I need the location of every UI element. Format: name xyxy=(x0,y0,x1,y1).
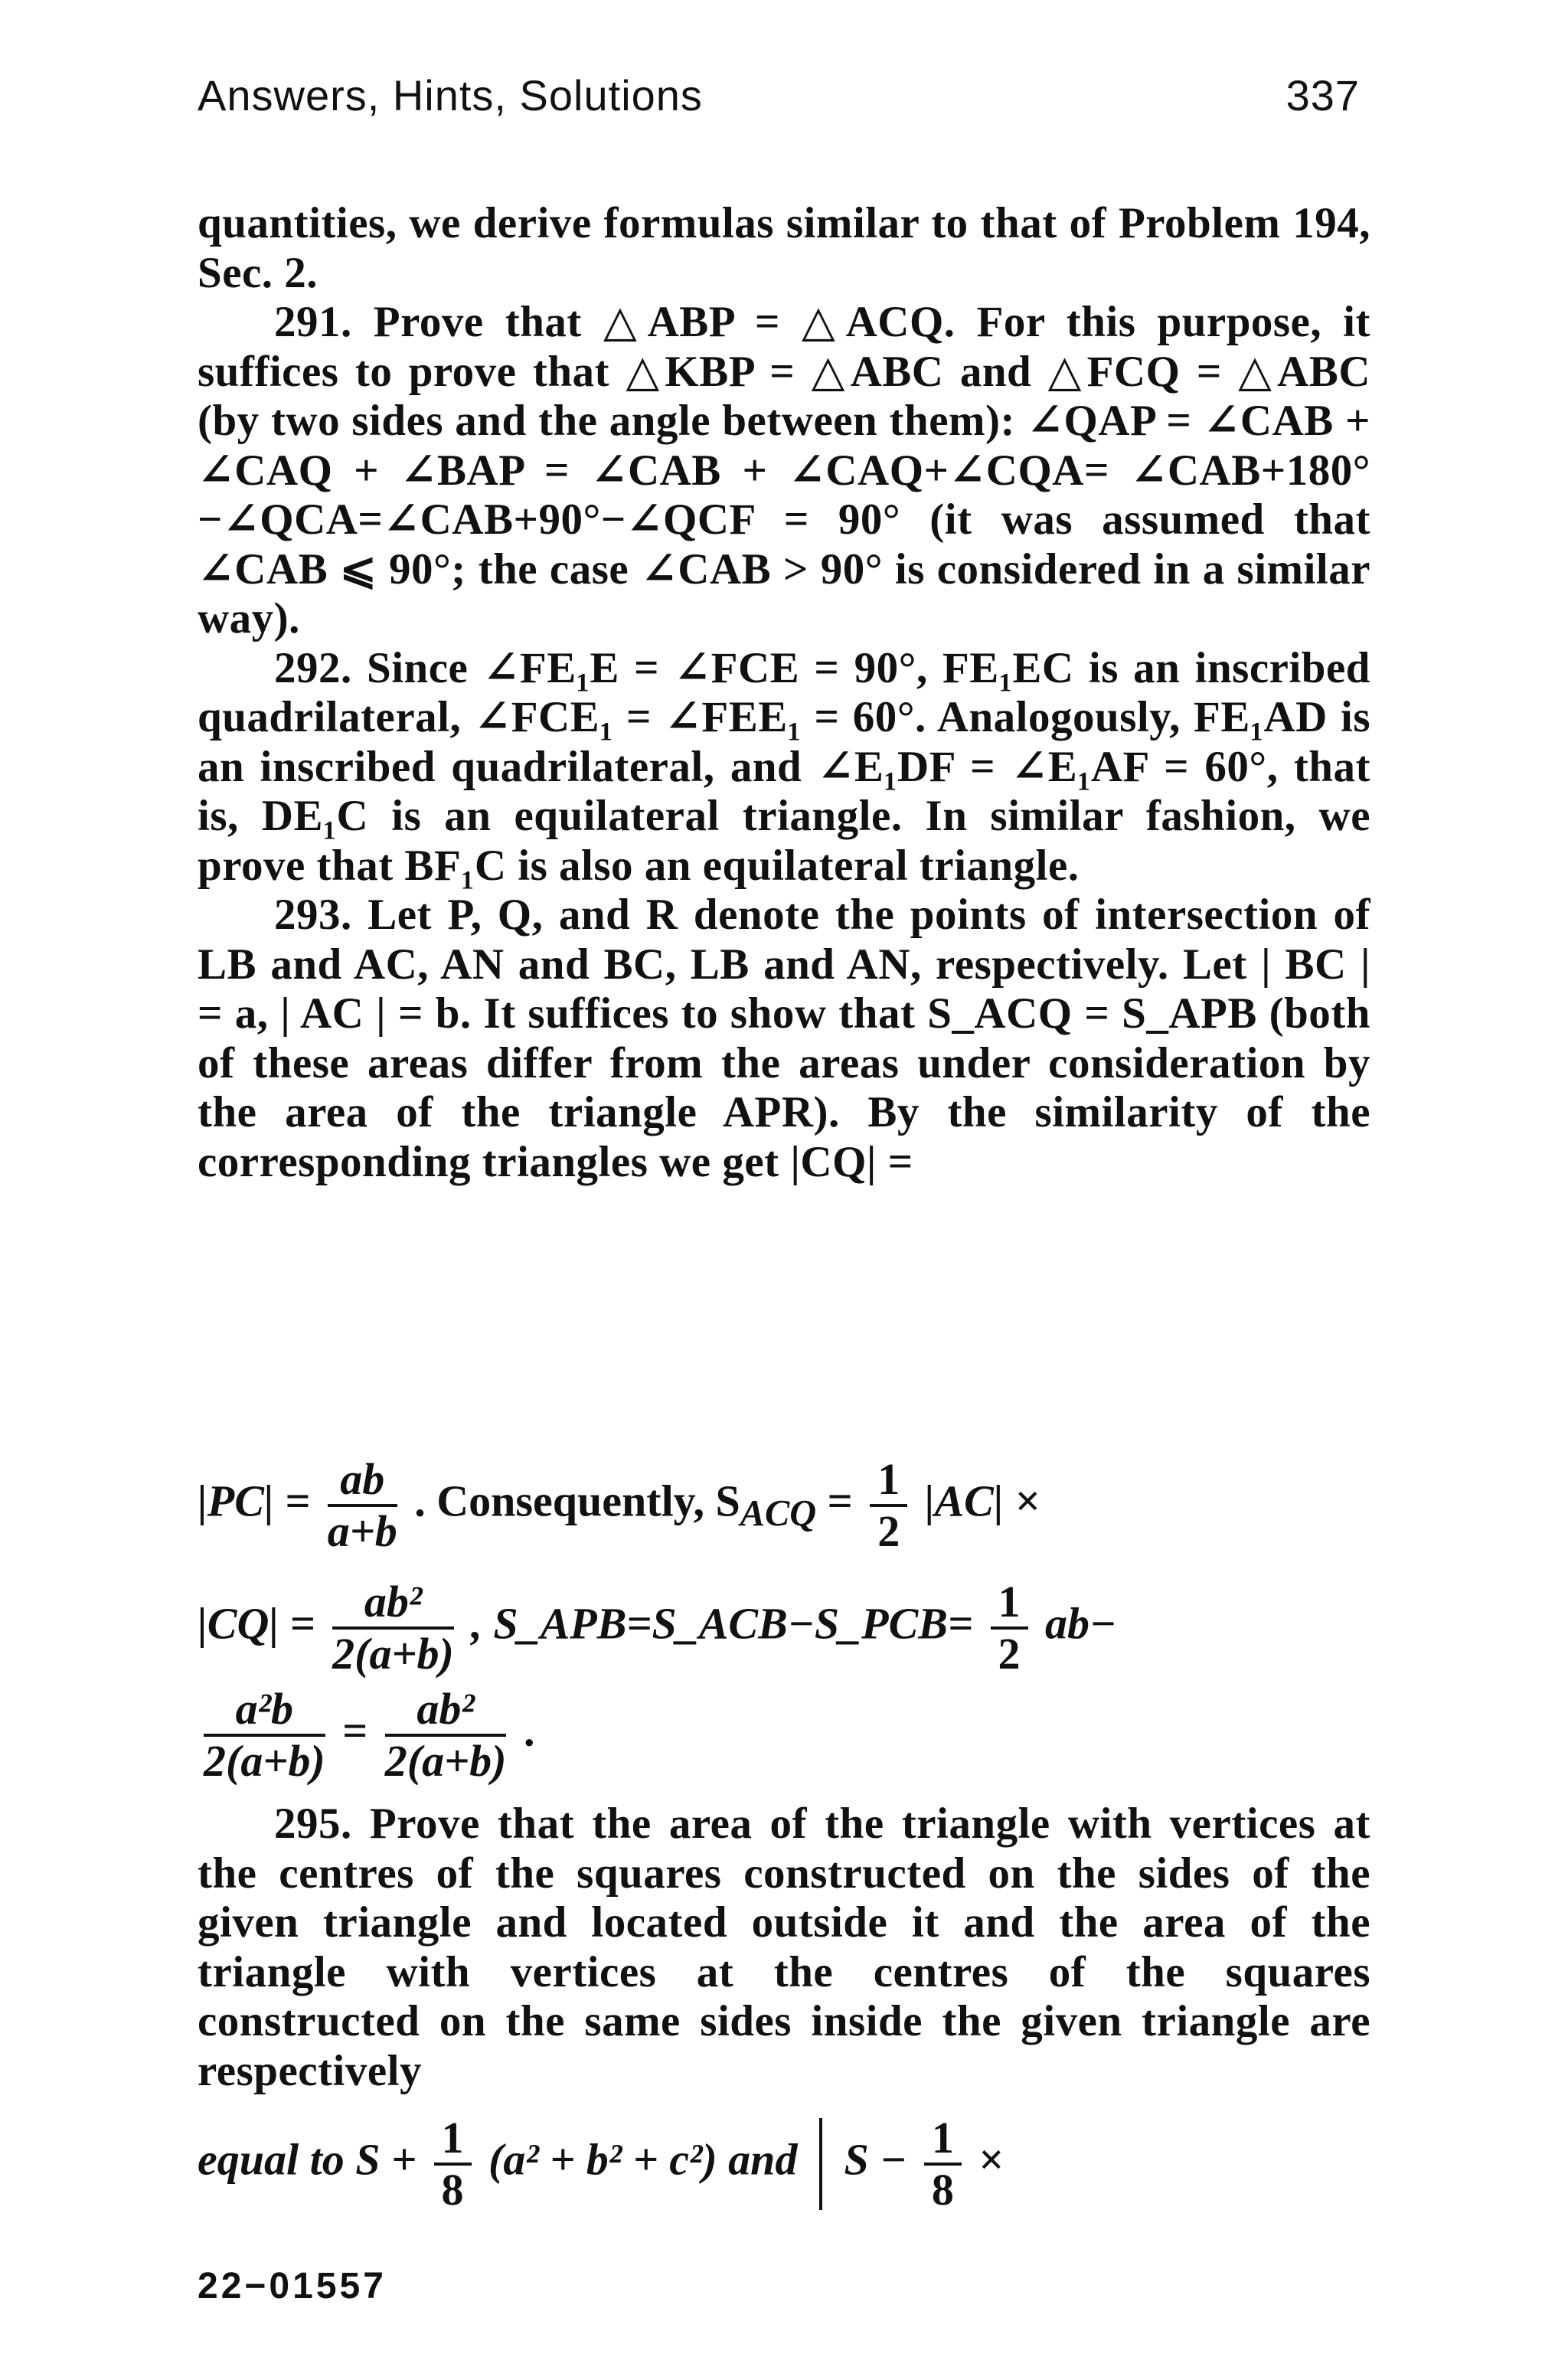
fraction-ab-over-a-plus-b: $\frac{ab}{a+b}$ xyxy=(327,1454,397,1556)
fraction-ab2: $\frac{\text{ab²}}{2(a+b)}$ xyxy=(384,1684,507,1786)
main-text xyxy=(198,199,1370,1187)
fraction-ab2-over-2a-plus-b: $\frac{\text{ab²}}{2(a+b)}$ xyxy=(332,1577,454,1679)
solution-292: 292. Since ∠FE₁E = ∠FCE = 90°, FE₁EC is an inscribed quadrilateral, ∠FCE₁ = ∠FEE₁ = 60°. Analogously, FE₁AD is an inscribed quadrilateral, and ∠E₁DF = ∠E₁AF = 60°, that is, DE₁C is an equilateral triangle. In similar fashion, we prove that BF₁C is also an equilateral triangle. xyxy=(198,643,1370,890)
fraction-one-eighth-2: $\frac{1}{8}$ xyxy=(924,2114,962,2215)
absolute-value-bar xyxy=(819,2118,822,2210)
fraction-one-half: $\frac{1}{2}$ xyxy=(870,1455,907,1556)
running-title: Answers, Hints, Solutions xyxy=(198,71,703,119)
fraction-one-eighth: $\frac{1}{8}$ xyxy=(434,2114,472,2215)
running-header xyxy=(198,70,1360,132)
solution-293: 293. Let P, Q, and R denote the points of intersection of LB and AC, AN and BC, LB and AN, respectively. Let | BC | = a, | AC | = b. It suffices to show that S_ACQ = S_APB (both of these areas differ from the areas under consideration by the area of the triangle APR). By the similarity of the corresponding triangles we get |CQ| = xyxy=(198,891,1370,1186)
equation-line-1: |PC| = $\frac{ab}{a+b}$ . Consequently, $S_{ACQ}$ = $\frac{1}{2}$ |AC| × xyxy=(198,1454,1040,1556)
fraction-one-half-2: $\frac{1}{2}$ xyxy=(991,1577,1028,1679)
printer-signature: 22−01557 xyxy=(198,2266,387,2306)
solution-291: 291. Prove that △ABP = △ACQ. For this purpose, it suffices to prove that △KBP = △ABC and △FCQ = △ABC (by two sides and the angle between them): ∠QAP = ∠CAB + ∠CAQ + ∠BAP = ∠CAB + ∠CAQ+∠CQA= ∠CAB+180°−∠QCA=∠CAB+90°−∠QCF = 90° (it was assumed that ∠CAB ⩽ 90°; the case ∠CAB > 90° is considered in a similar way). xyxy=(198,298,1370,642)
equation-line-2: |CQ| = $\frac{\text{ab²}}{2(a+b)}$ , S_APB=S_ACB−S_PCB= $\frac{1}{2}$ ab− xyxy=(198,1577,1117,1679)
page-number: 337 xyxy=(1285,71,1360,119)
equation-line-3: $\frac{\text{a²b}}{2(a+b)}$ = $\frac{\text{ab²}}{2(a+b)}$ . xyxy=(204,1684,535,1786)
main-text-2 xyxy=(198,1800,1370,2096)
paragraph-continuation: quantities, we derive formulas similar to that of Problem 194, Sec. 2. xyxy=(198,199,1370,297)
solution-295: 295. Prove that the area of the triangle with vertices at the centres of the squares constructed on the sides of the given triangle and located outside it and the area of the triangle with vertices at the centres of the squares constructed on the same sides inside the given triangle are respectively xyxy=(198,1800,1370,2095)
equation-line-4: equal to S + $\frac{1}{8}$ (a² + b² + c²) and S − $\frac{1}{8}$ × xyxy=(198,2113,1004,2215)
fraction-a2b: $\frac{\text{a²b}}{2(a+b)}$ xyxy=(204,1684,325,1786)
